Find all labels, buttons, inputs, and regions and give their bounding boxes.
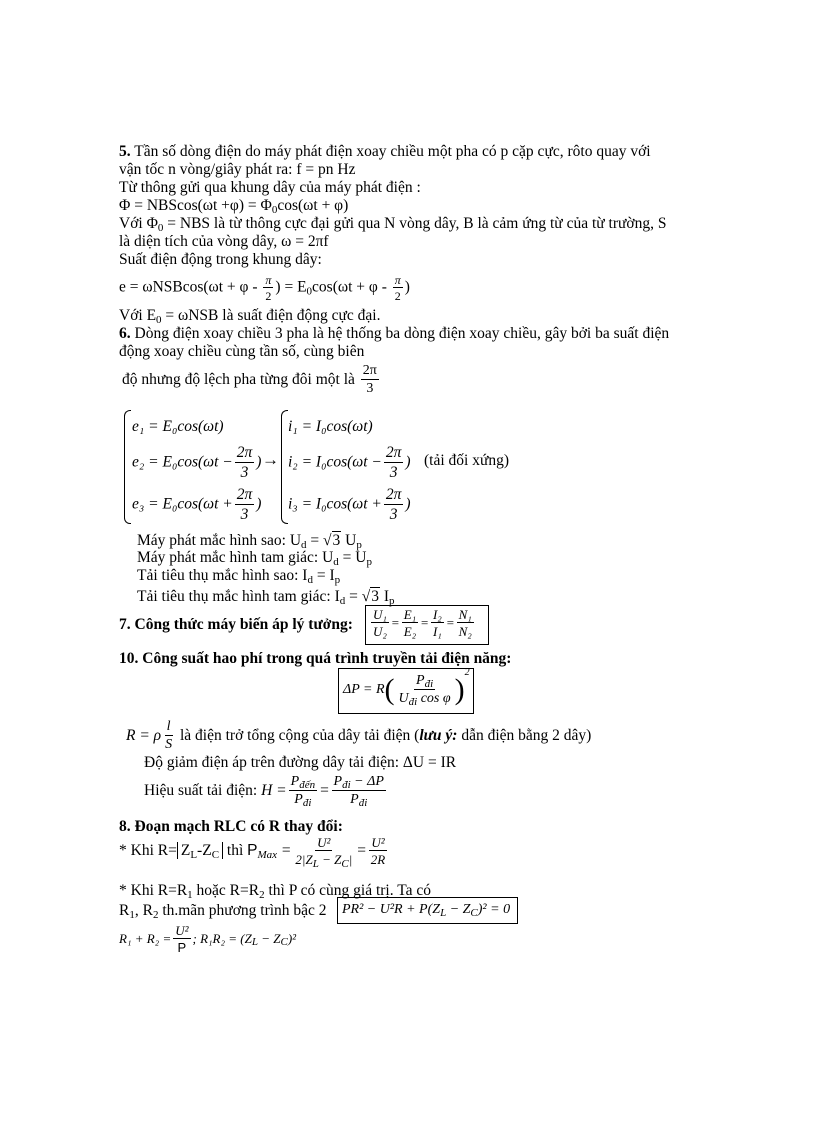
i3-equation: i₃ = I₀cos(ωt + $\frac{2\pi}{3}$ ) — [288, 486, 411, 523]
symmetric-load-note: (tải đối xứng) — [424, 452, 510, 469]
i-system-brace — [281, 410, 288, 524]
i2-equation: i₂ = I₀cos(ωt − $\frac{2\pi}{3}$ ) — [288, 444, 411, 481]
e3-equation: e₃ = E₀cos(ωt + $\frac{2\pi}{3}$ ) — [132, 486, 262, 523]
delta-load: Tải tiêu thụ mắc hình tam giác: $I_d = √3$ $I_p$ — [137, 588, 395, 607]
star-load: Tải tiêu thụ mắc hình sao: $I_d = I_p$ — [137, 567, 341, 586]
s8-title: 8. Đoạn mạch RLC có R thay đổi: — [119, 818, 343, 835]
e2-equation: e₂ = E₀cos(ωt − $\frac{2\pi}{3}$ ) — [132, 444, 262, 481]
s6-line3: độ nhưng độ lệch pha từng đôi một là $\frac{2\pi}{3}$ — [122, 363, 377, 396]
s5-line9: Với $E_0 = \omega NSB$ là suất điện động cực đại. — [119, 307, 381, 326]
delta-generator: Máy phát mắc hình tam giác: $U_d = U_p$ — [137, 549, 372, 568]
s6-line2: động xoay chiều cùng tần số, cùng biên — [119, 343, 365, 360]
s5-number: 5. — [119, 143, 131, 160]
efficiency-line: Hiệu suất tải điện: H = $\frac{P_{đến}}{P_{đi}}$ = $\frac{P_{đi} - \Delta P}{P_{đi}}$ — [144, 774, 384, 809]
s5-line4: $\Phi = NBScos(\omega t +\varphi) = \Phi_0\cos(\omega t + \varphi)$ — [119, 197, 349, 216]
e1-equation: e₁ = E₀cos(ωt) — [132, 418, 224, 435]
quadratic-line: $R_1$, $R_2$ th.mãn phương trình bậc 2 — [119, 902, 327, 921]
s10-title: 10. Công suất hao phí trong quá trình truyền tải điện năng: — [119, 650, 512, 667]
s5-line7: Suất điện động trong khung dây: — [119, 251, 322, 268]
power-loss-formula-box: ΔP = R( $\frac{P_{đi}}{U_{đi} \cos \varphi}$ )$^2$ — [338, 668, 474, 714]
transformer-formula-box: $\frac{\text{U₁}}{\text{U₂}}$ = $\frac{\text{E₁}}{\text{E₂}}$ = $\frac{\text{I₂}}{\text{I₁}}$ = $\frac{\text{N₁}}{\text{N₂}}$ — [365, 605, 489, 645]
pmax-line: * Khi $R= Z_L-Z_C$ thì $P_{Max}$ = $\frac{\text{U²}}{2|Z_L - Z_C|}$ = $\frac{\text{U²}}{2R}$ — [119, 835, 386, 870]
arrow-icon: → — [262, 450, 279, 469]
voltage-drop-line: Độ giảm điện áp trên đường dây tải điện: ΔU = IR — [144, 754, 457, 771]
s5-line5: Với $\Phi_0$ = NBS là từ thông cực đại gửi qua N vòng dây, B là cảm ứng từ của từ trường, S — [119, 215, 667, 234]
s5-line1 — [119, 143, 651, 161]
s7-title: 7. Công thức máy biến áp lý tưởng: — [119, 616, 353, 633]
s5-line2: vận tốc n vòng/giây phát ra: f = pn Hz — [119, 161, 356, 178]
r1-r2-line: * Khi $R=R_1$ hoặc $R=R_2$ thì P có cùng giá trị. Ta có — [119, 882, 431, 901]
s6-line1: 6. Dòng điện xoay chiều 3 pha là hệ thống ba dòng điện xoay chiều, gây bởi ba suất điện — [119, 325, 670, 342]
s5-line6: là diện tích của vòng dây, ω = 2πf — [119, 233, 329, 250]
s5-text1: Tần số dòng điện do máy phát điện xoay chiều một pha có p cặp cực, rôto quay với — [134, 143, 651, 160]
e-system-brace — [124, 410, 131, 524]
resistance-line: R = ρ $\frac{l}{S}$ là điện trở tổng cộng của dây tải điện (lưu ý: dẫn điện bằng 2 dây) — [126, 719, 592, 752]
i1-equation: i₁ = I₀cos(ωt) — [288, 418, 373, 435]
s5-line8: e = ωNSBcos(ωt + φ - $\frac{\pi}{2}$ ) = $E_0\cos(\omega t + \varphi$ - $\frac{\pi}{2}$ ) — [119, 273, 410, 303]
quadratic-formula-box: $PR^2 - U^2R + P(Z_L - Z_C)^2 = 0$ — [337, 897, 518, 924]
s5-line3: Từ thông gửi qua khung dây của máy phát điện : — [119, 179, 421, 196]
star-generator: Máy phát mắc hình sao: $U_d = √3$ $U_p$ — [137, 532, 362, 551]
vieta-line: R₁ + R₂ = $\frac{\text{U²}}{P}$ ; $R_1R_2 = (Z_L - Z_C)^2$ — [119, 923, 297, 955]
